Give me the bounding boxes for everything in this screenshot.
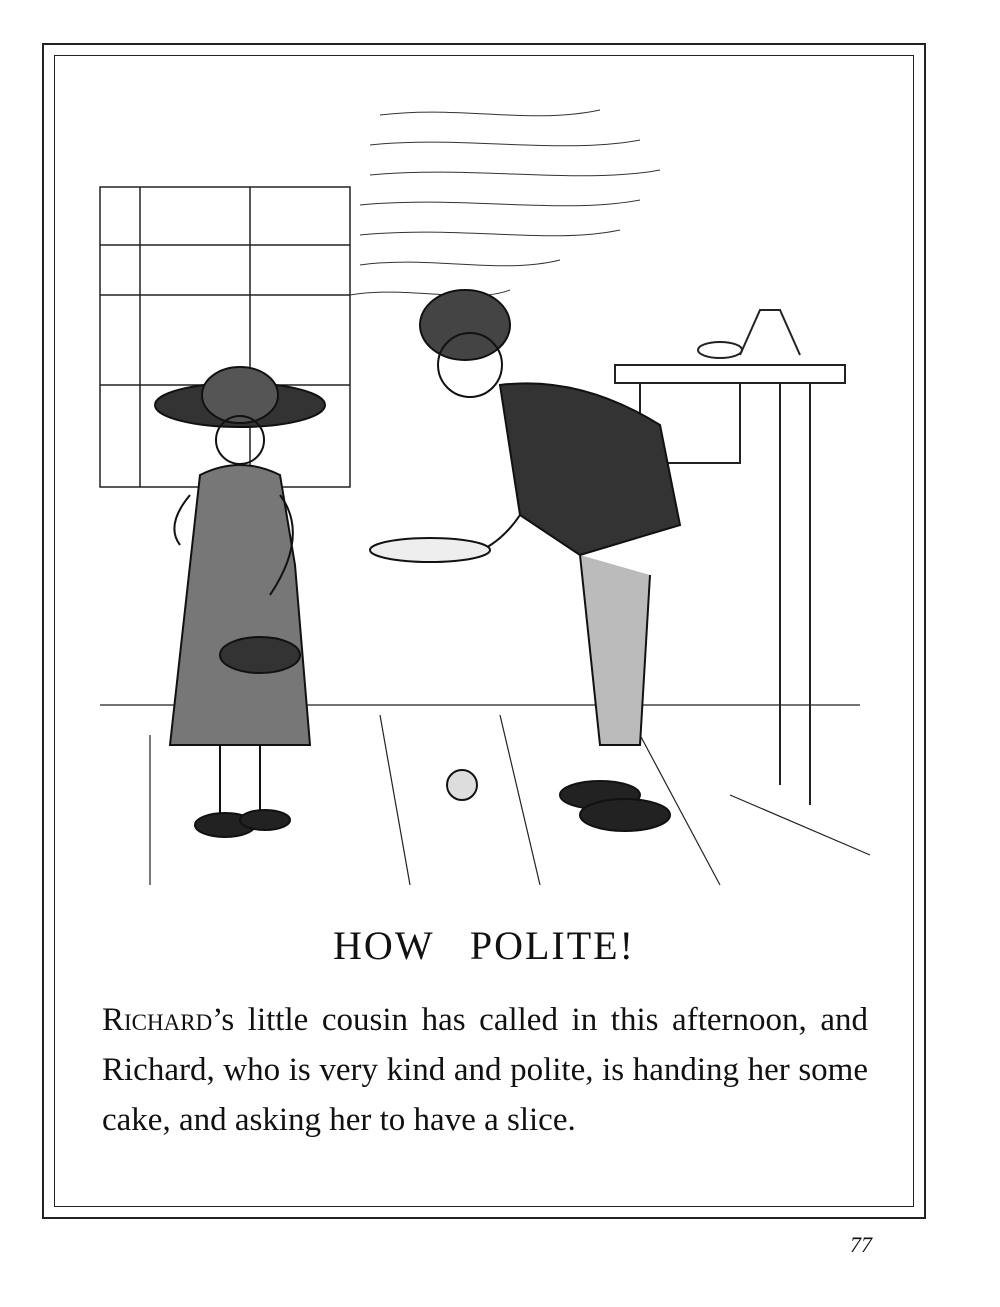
page-title: HOW POLITE!	[333, 923, 635, 968]
side-table	[615, 310, 845, 805]
body-text: ’s little cousin has called in this afternoon, and Richard, who is very kind and polite, is handing her some cake, and asking her to have a slice.	[102, 1002, 868, 1138]
body-lead-name: Richard	[102, 1002, 213, 1038]
tiled-wall	[100, 187, 350, 487]
boy-figure	[370, 290, 680, 831]
wall-hatching	[350, 110, 660, 296]
engraving-illustration	[80, 95, 880, 895]
body-paragraph	[102, 995, 868, 1145]
ball	[447, 770, 477, 800]
girl-figure	[155, 367, 325, 837]
page-number: 77	[850, 1232, 872, 1257]
